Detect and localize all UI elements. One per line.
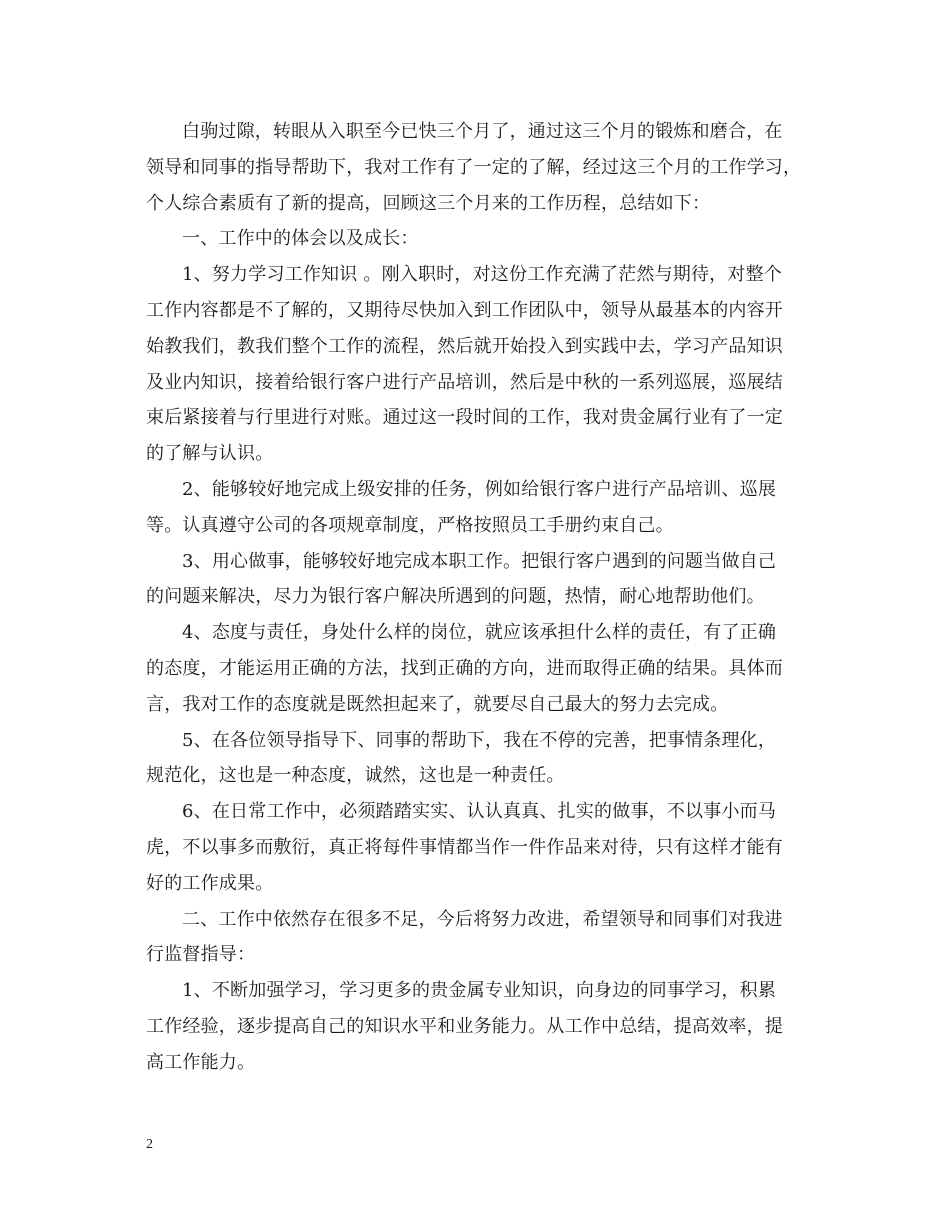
paragraph-line: 虎，不以事多而敷衍，真正将每件事情都当作一件作品来对待，只有这样才能有	[146, 836, 783, 858]
paragraph-line: 言，我对工作的态度就是既然担起来了，就要尽自己最大的努力去完成。	[146, 693, 729, 715]
paragraph-line: 5、在各位领导指导下、同事的帮助下，我在不停的完善，把事情条理化，	[182, 729, 777, 751]
paragraph-line: 始教我们，教我们整个工作的流程，然后就开始投入到实践中去，学习产品知识	[146, 335, 783, 357]
paragraph-line: 3、用心做事，能够较好地完成本职工作。把银行客户遇到的问题当做自己	[182, 550, 777, 572]
paragraph-line: 工作内容都是不了解的，又期待尽快加入到工作团队中，领导从最基本的内容开	[146, 299, 783, 321]
paragraph-line: 工作经验，逐步提高自己的知识水平和业务能力。从工作中总结，提高效率，提	[146, 1015, 783, 1037]
section-heading: 二、工作中依然存在很多不足，今后将努力改进，希望领导和同事们对我进	[182, 908, 783, 930]
paragraph-line: 的了解与认识。	[146, 443, 274, 465]
paragraph-line: 好的工作成果。	[146, 872, 274, 894]
document-body	[146, 114, 826, 1081]
page-number: 2	[146, 1137, 153, 1152]
paragraph-line: 束后紧接着与行里进行对账。通过这一段时间的工作，我对贵金属行业有了一定	[146, 407, 783, 429]
paragraph-line: 1、努力学习工作知识 。刚入职时，对这份工作充满了茫然与期待，对整个	[182, 264, 782, 286]
paragraph-line: 1、不断加强学习，学习更多的贵金属专业知识，向身边的同事学习，积累	[182, 980, 777, 1002]
paragraph-line: 等。认真遵守公司的各项规章制度，严格按照员工手册约束自己。	[146, 514, 674, 536]
section-heading: 一、工作中的体会以及成长：	[182, 228, 419, 250]
paragraph-line: 及业内知识，接着给银行客户进行产品培训，然后是中秋的一系列巡展，巡展结	[146, 371, 783, 393]
paragraph-line: 的问题来解决，尽力为银行客户解决所遇到的问题，热情，耐心地帮助他们。	[146, 586, 765, 608]
paragraph-line: 6、在日常工作中，必须踏踏实实、认认真真、扎实的做事，不以事小而马	[182, 801, 777, 823]
section-heading: 行监督指导：	[146, 944, 256, 966]
paragraph-line: 高工作能力。	[146, 1051, 256, 1073]
paragraph-line: 白驹过隙，转眼从入职至今已快三个月了，通过这三个月的锻炼和磨合，在	[182, 121, 783, 142]
paragraph-line: 规范化，这也是一种态度，诚然，这也是一种责任。	[146, 765, 565, 787]
paragraph-line: 领导和同事的指导帮助下，我对工作有了一定的了解，经过这三个月的工作学习，	[146, 156, 802, 178]
paragraph-line: 个人综合素质有了新的提高，回顾这三个月来的工作历程，总结如下：	[146, 192, 711, 214]
paragraph-line: 4、态度与责任，身处什么样的岗位，就应该承担什么样的责任，有了正确	[182, 622, 777, 644]
paragraph-line: 的态度，才能运用正确的方法，找到正确的方向，进而取得正确的结果。具体而	[146, 657, 783, 679]
paragraph-line: 2、能够较好地完成上级安排的任务，例如给银行客户进行产品培训、巡展	[182, 478, 777, 500]
